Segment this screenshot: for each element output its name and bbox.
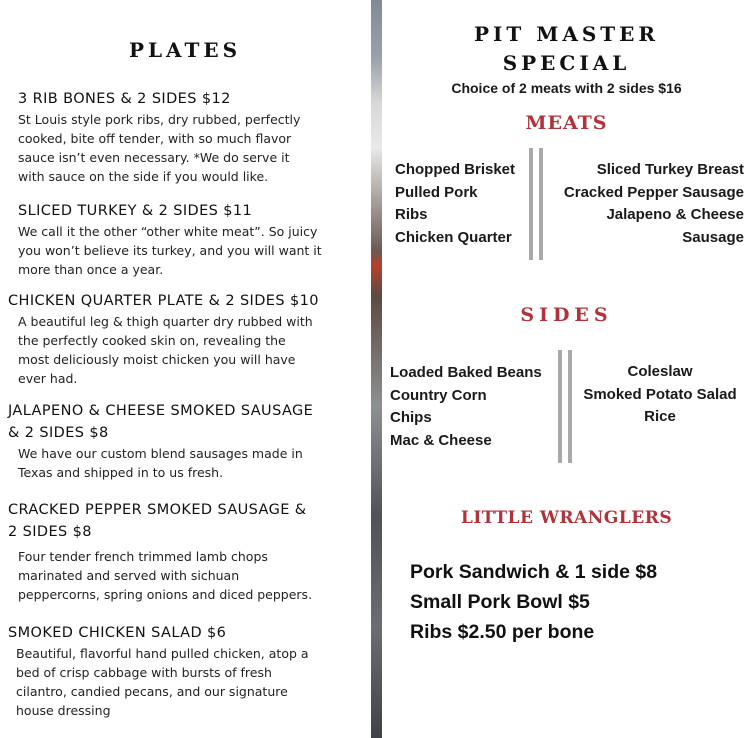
plate-item-desc <box>8 547 312 604</box>
plate-item-title: 3 RIB BONES & 2 SIDES $12 <box>18 91 231 107</box>
meats-right-list <box>564 159 744 249</box>
little-wranglers-list <box>410 557 657 647</box>
plate-item-desc <box>8 444 313 482</box>
plate-item-title: CHICKEN QUARTER PLATE & 2 SIDES $10 <box>8 293 319 309</box>
plate-item-cracked-pepper-sausage <box>8 499 312 604</box>
meats-heading: MEATS <box>525 112 608 134</box>
side-item: Chips <box>390 409 432 426</box>
meat-item: Jalapeno & Cheese <box>606 206 744 223</box>
meats-divider-bar <box>539 148 543 260</box>
meats-divider-bar <box>529 148 533 260</box>
plate-item-desc <box>8 312 319 388</box>
plate-item-title: SLICED TURKEY & 2 SIDES $11 <box>18 203 253 219</box>
center-photo-strip <box>371 0 382 738</box>
plates-panel <box>0 0 370 738</box>
little-wranglers-heading: LITTLE WRANGLERS <box>460 508 673 528</box>
plates-heading: PLATES <box>128 38 242 62</box>
desc-line: We call it the other “other white meat”. So juicy <box>18 224 318 239</box>
meats-left-list <box>395 159 515 249</box>
plate-item-desc <box>18 110 300 186</box>
sides-divider-bar <box>568 350 572 463</box>
pit-master-subtitle: Choice of 2 meats with 2 sides $16 <box>451 80 682 96</box>
meat-item: Cracked Pepper Sausage <box>563 183 744 201</box>
heading-line: SPECIAL <box>502 51 631 75</box>
desc-line: most deliciously moist chicken you will have <box>18 352 296 367</box>
side-item: Mac & Cheese <box>390 431 492 449</box>
desc-line: cooked, bite off tender, with so much flavor <box>18 131 292 146</box>
wrangler-item: Small Pork Bowl $5 <box>410 591 590 613</box>
wrangler-item: Ribs $2.50 per bone <box>410 621 595 643</box>
desc-line: the perfectly cooked skin on, revealing the <box>18 333 286 348</box>
heading-line: PIT MASTER <box>473 22 660 46</box>
side-item: Rice <box>644 408 676 425</box>
desc-line: with sauce on the side if you would like. <box>18 169 269 184</box>
desc-line: Four tender french trimmed lamb chops <box>18 549 268 564</box>
desc-line: sauce isn’t even necessary. *We do serve it <box>18 150 290 165</box>
plate-item-desc <box>8 644 309 720</box>
desc-line: We have our custom blend sausages made in <box>18 446 303 461</box>
plate-item-jalapeno-sausage <box>8 400 313 482</box>
title-line: CRACKED PEPPER SMOKED SAUSAGE & <box>8 502 307 518</box>
wrangler-item: Pork Sandwich & 1 side $8 <box>410 561 658 583</box>
desc-line: Beautiful, flavorful hand pulled chicken, atop a <box>16 646 309 661</box>
desc-line: St Louis style pork ribs, dry rubbed, perfectly <box>18 112 301 127</box>
desc-line: you won’t believe its turkey, and you will want it <box>18 243 322 258</box>
meat-item: Sausage <box>682 228 744 246</box>
plate-item-chicken-quarter <box>8 290 319 388</box>
desc-line: more than once a year. <box>18 262 164 277</box>
plate-item-title <box>8 499 312 543</box>
side-item: Smoked Potato Salad <box>583 385 737 403</box>
meat-item: Ribs <box>395 206 428 223</box>
plate-item-rib-bones <box>18 88 300 186</box>
title-line: & 2 SIDES $8 <box>8 425 109 441</box>
sides-right-list <box>576 361 744 429</box>
desc-line: peppercorns, spring onions and diced peppers. <box>18 587 313 602</box>
meat-item: Chopped Brisket <box>395 161 516 178</box>
title-line: 2 SIDES $8 <box>8 524 92 540</box>
desc-line: Texas and shipped in to us fresh. <box>18 465 224 480</box>
desc-line: ever had. <box>18 371 78 386</box>
sides-left-list <box>390 362 542 452</box>
plate-item-chicken-salad <box>8 622 309 720</box>
meat-item: Pulled Pork <box>395 183 478 201</box>
plate-item-sliced-turkey <box>18 200 322 279</box>
desc-line: cilantro, candied pecans, and our signature <box>16 684 288 699</box>
plate-item-desc <box>18 222 322 279</box>
side-item: Loaded Baked Beans <box>390 364 542 381</box>
plate-item-title <box>8 400 313 444</box>
side-item: Country Corn <box>390 386 487 404</box>
side-item: Coleslaw <box>627 363 693 380</box>
meat-item: Chicken Quarter <box>395 228 512 246</box>
sides-heading: SIDES <box>520 304 613 326</box>
meat-item: Sliced Turkey Breast <box>596 161 744 178</box>
pit-master-panel <box>383 0 750 738</box>
title-line: JALAPENO & CHEESE SMOKED SAUSAGE <box>8 403 314 419</box>
desc-line: bed of crisp cabbage with bursts of fresh <box>16 665 272 680</box>
desc-line: marinated and served with sichuan <box>18 568 240 583</box>
sides-divider-bar <box>558 350 562 463</box>
plate-item-title: SMOKED CHICKEN SALAD $6 <box>8 625 227 641</box>
desc-line: A beautiful leg & thigh quarter dry rubbed with <box>18 314 313 329</box>
pit-master-heading <box>383 20 750 78</box>
desc-line: house dressing <box>16 703 111 718</box>
